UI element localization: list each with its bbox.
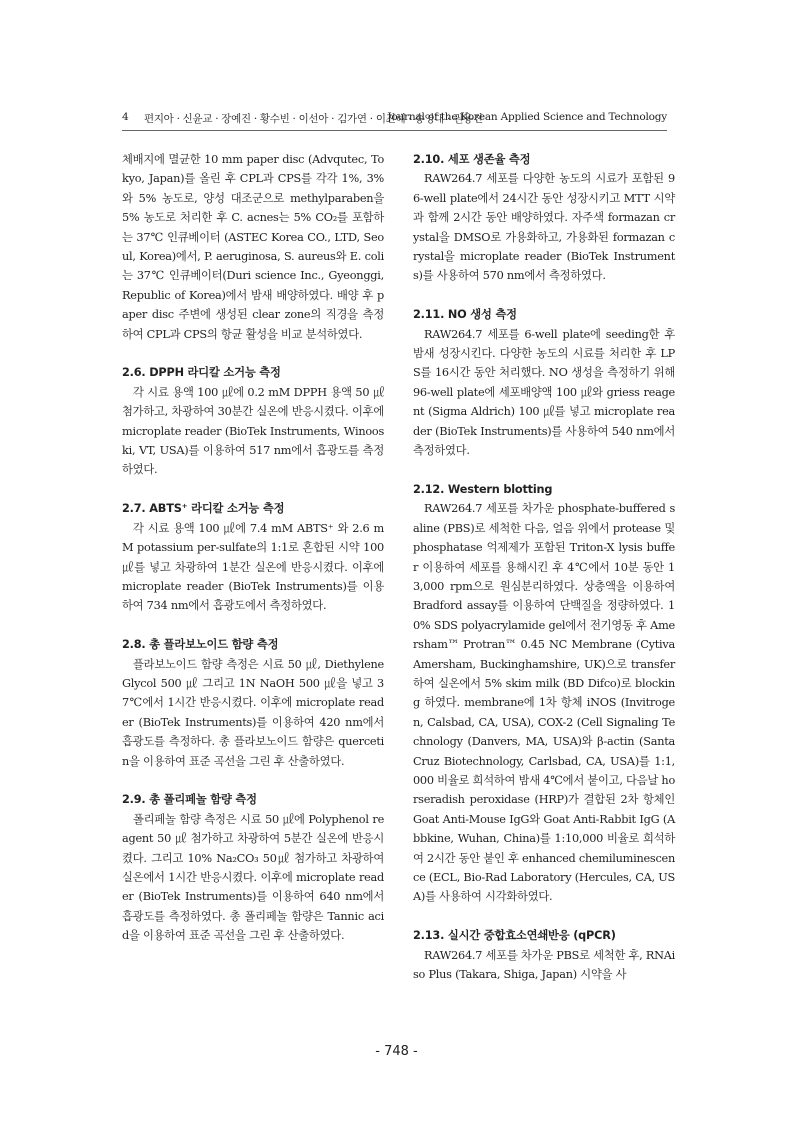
section-2-12-heading: 2.12. Western blotting xyxy=(413,482,553,496)
header-journal-title: Journal of the Korean Applied Science and Technology xyxy=(387,111,667,123)
section-gap xyxy=(413,907,675,926)
section-2-8-heading: 2.8. 총 플라보노이드 함량 측정 xyxy=(122,638,279,652)
section-2-8-body: 플라보노이드 함량 측정은 시료 50 ㎕, Diethylene Glycol 500 ㎕ 그리고 1N NaOH 500 ㎕을 넣고 37℃에서 1시간 반응시켰다. 이후에 microplate reader (BioTek Instruments)를 이용하여 420 nm에서 흡광도를 측정하다. 총 플라보노이드 함량은 quercetin을 이용하여 표준 곡선을 그린 후 산출하였다. xyxy=(122,657,384,768)
page-footer-number: - 748 - xyxy=(375,1044,418,1059)
section-2-13-body: RAW264.7 세포를 차가운 PBS로 세척한 후, RNAiso Plus (Takara, Shiga, Japan) 시약을 사 xyxy=(413,948,675,982)
section-2-13-heading: 2.13. 실시간 중합효소연쇄반응 (qPCR) xyxy=(413,929,616,943)
right-column xyxy=(413,150,675,984)
section-2-11-body: RAW264.7 세포를 6-well plate에 seeding한 후 밤새 성장시킨다. 다양한 농도의 시료를 처리한 후 LPS를 16시간 동안 처리했다. NO 생성을 측정하기 위해 96-well plate에 세포배양액 100 ㎕와 griess reagent (Sigma Aldrich) 100 ㎕를 넣고 microplate reader (BioTek Instruments)를 사용하여 540 nm에서 측정하였다. xyxy=(413,327,675,458)
section-2-7-heading: 2.7. ABTS⁺ 라디칼 소거능 측정 xyxy=(122,502,285,516)
section-2-10-body: RAW264.7 세포를 다양한 농도의 시료가 포함된 96-well plate에서 24시간 동안 성장시키고 MTT 시약과 함께 2시간 동안 배양하였다. 자주색 formazan crystal을 DMSO로 가용화하고, 가용화된 formazan crystal을 microplate reader (BioTek Instruments)를 사용하여 570 nm에서 측정하였다. xyxy=(413,172,675,283)
section-2-7-body: 각 시료 용액 100 ㎕에 7.4 mM ABTS⁺ 와 2.6 mM potassium per-sulfate의 1:1로 혼합된 시약 100 ㎕를 넣고 차광하여 1분간 실온에 반응시켰다. 이후에 microplate reader (BioTek Instruments)를 이용하여 734 nm에서 흡광도에서 측정하였다. xyxy=(122,521,384,613)
header-divider xyxy=(122,130,667,131)
header-authors: 편지아 · 신윤교 · 장예진 · 황수빈 · 이선아 · 김가연 · 이진해 · 송영대 · 권용진 xyxy=(144,113,483,125)
section-2-9-heading: 2.9. 총 폴리페놀 함량 측정 xyxy=(122,793,257,807)
section-2-10-heading: 2.10. 세포 생존율 측정 xyxy=(413,153,531,166)
section-gap xyxy=(122,616,384,635)
section-2-6-body: 각 시료 용액 100 ㎕에 0.2 mM DPPH 용액 50 ㎕ 첨가하고, 차광하여 30분간 실온에 반응시켰다. 이후에 microplate reader (BioTek Instruments, Winooski, VT, USA)를 이용하여 517 nm에서 흡광도를 측정하였다. xyxy=(122,385,384,477)
section-gap xyxy=(413,460,675,479)
section-2-9-body: 폴리페놀 함량 측정은 시료 50 ㎕에 Polyphenol reagent 50 ㎕ 첨가하고 차광하여 5분간 실온에 반응시켰다. 그리고 10% Na₂CO₃ 50㎕ 첨가하고 차광하여 실온에서 1시간 반응시켰다. 이후에 microplate reader (BioTek Instruments)를 이용하여 640 nm에서 흡광도를 측정하였다. 총 폴리페놀 함량은 Tannic acid을 이용하여 표준 곡선을 그린 후 산출하였다. xyxy=(122,812,384,943)
running-header xyxy=(122,111,667,127)
section-2-12-body: RAW264.7 세포를 차가운 phosphate-buffered saline (PBS)로 세척한 다음, 얼음 위에서 protease 및 phosphatase 억제제가 포함된 Triton-X lysis buffer 이용하여 세포를 용해시킨 후 4℃에서 10분 동안 13,000 rpm으로 원심분리하였다. 상층액을 이용하여 Bradford assay를 이용하여 단백질을 정량하였다. 10% SDS polyacrylamide gel에서 전기영동 후 Amersham™ Protran™ 0.45 NC Membrane (Cytiva Amersham, Buckinghamshire, UK)으로 transfer 하여 실온에서 5% skim milk (BD Difco)로 blocking 하였다. membrane에 1차 항체 iNOS (Invitrogen, Calsbad, CA, USA), COX-2 (Cell Signaling Technology (Danvers, MA, USA)와 β-actin (Santa Cruz Biotechnology, Carlsbad, CA, USA)를 1:1,000 비율로 희석하여 밤새 4℃에서 붙이고, 다음날 horseradish peroxidase (HRP)가 결합된 2차 항체인 Goat Anti-Mouse IgG와 Goat Anti-Rabbit IgG (Abbkine, Wuhan, China)를 1:10,000 비율로 희석하여 2시간 동안 붙인 후 enhanced chemiluminescence (ECL, Bio-Rad Laboratory (Hercules, CA, USA)를 사용하여 시각화하였다. xyxy=(413,502,675,904)
section-2-11-heading: 2.11. NO 생성 측정 xyxy=(413,308,517,322)
header-page-number: 4 xyxy=(122,111,129,123)
section-gap xyxy=(413,286,675,305)
section-gap xyxy=(122,771,384,790)
section-gap xyxy=(122,344,384,363)
section-gap xyxy=(122,480,384,499)
left-column xyxy=(122,150,384,946)
intro-paragraph: 체배지에 멸균한 10 mm paper disc (Advqutec, Tokyo, Japan)를 올린 후 CPL과 CPS를 각각 1%, 3%와 5% 농도로, 양성 대조군으로 methylparaben을 5% 농도로 처리한 후 C. acnes는 5% CO₂를 포함하는 37℃ 인큐베이터 (ASTEC Korea CO., LTD, Seoul, Korea)에서, P. aeruginosa, S. aureus와 E. coli는 37℃ 인큐베이터(Duri science Inc., Gyeonggi, Republic of Korea)에서 밤새 배양하였다. 배양 후 paper disc 주변에 생성된 clear zone의 직경을 측정하여 CPL과 CPS의 항균 활성을 비교 분석하였다. xyxy=(122,153,384,341)
section-2-6-heading: 2.6. DPPH 라디칼 소거능 측정 xyxy=(122,366,281,380)
